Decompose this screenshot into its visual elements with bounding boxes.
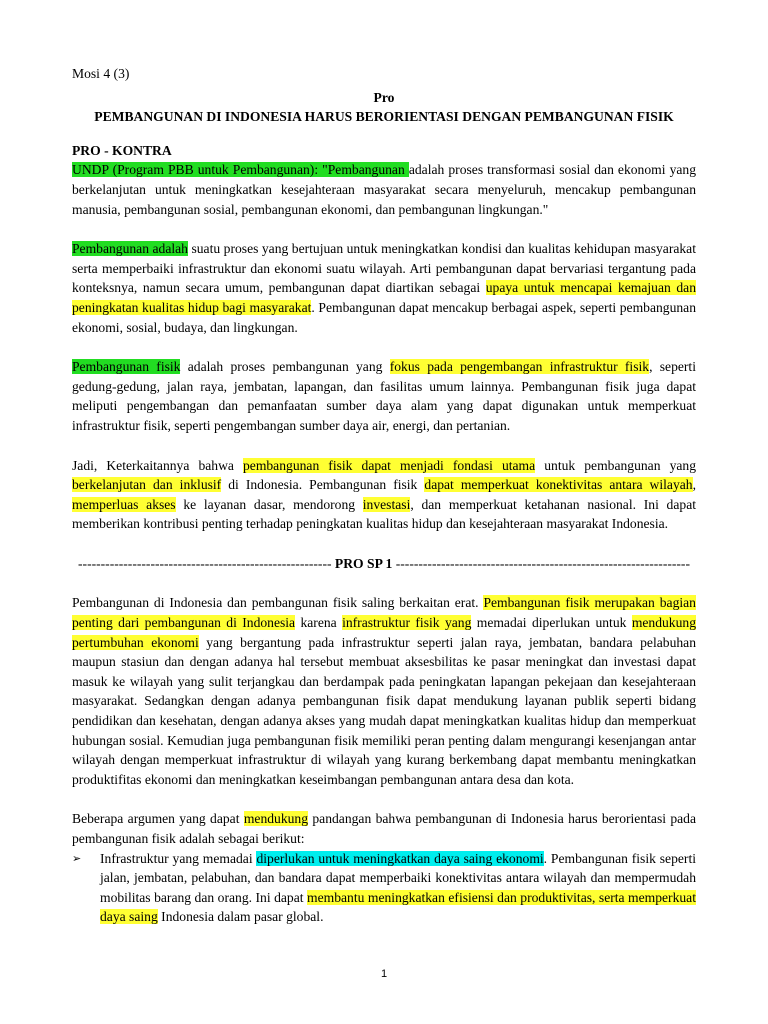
highlight-yellow: berkelanjutan dan inklusif <box>72 477 222 493</box>
arrow-bullet-icon: ➢ <box>72 851 82 865</box>
highlight-yellow: mendukung <box>243 811 309 827</box>
side-label: Pro <box>373 89 395 105</box>
text-run: , <box>692 477 696 493</box>
text-run: , seperti gedung-gedung, jalan raya, jembatan, lapangan, dan fasilitas umum lainnya. Pembangunan fisik juga dapat meliputi pengembangan dan pemanfaatan sumber daya alam yang dapat digunakan untuk memperkuat infrastruktur fisik, seperti pengembangan sumber daya air, energi, dan pertanian. <box>72 359 696 433</box>
text-run: , dan memperkuat ketahanan nasional. Ini dapat memberikan kontribusi penting terhadap peningkatan kualitas hidup dan kesejahteraan masyarakat Indonesia. <box>72 496 696 532</box>
text-run: pandangan bahwa pembangunan di Indonesia harus berorientasi pada pembangunan fisik adalah sebagai berikut: <box>72 811 697 846</box>
highlight-yellow: memperluas akses <box>72 496 176 512</box>
text-run: karena <box>295 615 343 631</box>
text-run: Beberapa argumen yang dapat <box>72 811 244 827</box>
paragraph-pembangunan-definition <box>72 239 696 337</box>
highlight-green: Pembangunan adalah <box>72 241 188 257</box>
highlight-yellow: fokus pada pengembangan infrastruktur fisik <box>389 359 650 375</box>
list-item <box>72 849 696 927</box>
text-run: Indonesia dalam pasar global. <box>157 909 324 925</box>
text-run: Jadi, Keterkaitannya bahwa <box>72 457 243 473</box>
paragraph-pembangunan-fisik <box>72 357 696 435</box>
section-divider <box>72 554 696 574</box>
divider-label: PRO SP 1 <box>331 555 396 571</box>
section-heading: PRO - KONTRA <box>72 142 172 158</box>
highlight-yellow: dapat memperkuat konektivitas antara wilayah <box>424 477 693 493</box>
text-run: adalah proses pembangunan yang <box>180 359 390 375</box>
text-run: . Pembangunan dapat mencakup berbagai aspek, seperti pembangunan ekonomi, sosial, budaya, dan lingkungan. <box>72 299 696 335</box>
highlight-yellow: mendukung pertumbuhan ekonomi <box>72 615 696 650</box>
highlight-green: UNDP (Program PBB untuk Pembangunan): "Pembangunan <box>72 162 409 178</box>
text-run: adalah proses transformasi sosial dan ekonomi yang berkelanjutan untuk meningkatkan kesejahteraan masyarakat secara menyeluruh, mencakup pembangunan manusia, pembangunan sosial, pembangunan ekonomi, dan pembangunan lingkungan." <box>72 162 696 217</box>
document-title: PEMBANGUNAN DI INDONESIA HARUS BERORIENTASI DENGAN PEMBANGUNAN FISIK <box>94 109 674 125</box>
text-run: . Pembangunan fisik seperti jalan, jembatan, pelabuhan, dan bandara dapat memperbaiki konektivitas antara wilayah dan mempermudah mobilitas barang dan orang. Ini dapat <box>100 850 696 905</box>
text-run: Infrastruktur yang memadai <box>100 850 257 866</box>
argument-list <box>72 849 696 927</box>
highlight-yellow: Pembangunan fisik merupakan bagian penting dari pembangunan di Indonesia <box>72 595 696 631</box>
text-run: suatu proses yang bertujuan untuk meningkatkan kondisi dan kualitas kehidupan masyarakat serta memperbaiki infrastruktur dan ekonomi suatu wilayah. Arti pembangunan dapat bervariasi tergantung pada konteksnya, namun secara umum, pembangunan dapat diartikan sebagai <box>72 241 696 296</box>
text-run: yang bergantung pada infrastruktur seperti jalan raya, jembatan, bandara pelabuhan maupun stasiun dan dengan adanya hal tersebut membuat aksesbilitas ke pasar meningkat dan investasi dapat masuk ke wilayah yang sulit terjangkau dan berdampak pada peningkatan lapangan pekejaan dan kesejahteraan masyarakat. Sedangkan dengan adanya pembangunan fisik dapat mendukung layanan publik seperti bidang pendidikan dan kesehatan, dengan adanya akses yang mudah dapat meningkatkan kualitas hidup dan memperkuat hubungan sosial. Kemudian juga pembangunan fisik memiliki peran penting dalam mengurangi kesenjangan antar wilayah dengan memperkuat infrastruktur di wilayah yang kurang berkembang dapat membantu meningkatkan produktifitas ekonomi dan meningkatkan keseimbangan pembangunan antara desa dan kota. <box>72 634 696 787</box>
paragraph-keterkaitan <box>72 456 696 534</box>
text-run: untuk pembangunan yang <box>535 457 696 473</box>
paragraph-undp-definition <box>72 160 696 219</box>
highlight-yellow: upaya untuk mencapai kemajuan dan peningkatan kualitas hidup bagi masyarakat <box>72 280 696 315</box>
paragraph-argument-intro <box>72 809 696 848</box>
divider-dashes-left: -------------------------------------------------------- <box>78 555 332 571</box>
highlight-green: Pembangunan fisik <box>72 359 181 375</box>
text-run: Pembangunan di Indonesia dan pembangunan fisik saling berkaitan erat. <box>72 595 484 611</box>
paragraph-pro-sp1 <box>72 593 696 789</box>
text-run: memadai diperlukan untuk <box>471 615 632 631</box>
text-run: di Indonesia. Pembangunan fisik <box>221 477 425 493</box>
highlight-yellow: pembangunan fisik dapat menjadi fondasi utama <box>242 457 536 473</box>
document-content <box>72 64 696 927</box>
text-run: ke layanan dasar, mendorong <box>175 496 363 512</box>
highlight-yellow: membantu meningkatkan efisiensi dan produktivitas, serta memperkuat daya saing <box>100 889 696 925</box>
highlight-yellow: infrastruktur fisik yang <box>342 615 472 631</box>
highlight-cyan: diperlukan untuk meningkatkan daya saing ekonomi <box>256 850 544 866</box>
highlight-yellow: investasi <box>362 496 411 512</box>
divider-dashes-right: ----------------------------------------------------------------- <box>395 555 690 571</box>
motion-number: Mosi 4 (3) <box>72 66 130 81</box>
page-number: 1 <box>380 968 388 980</box>
